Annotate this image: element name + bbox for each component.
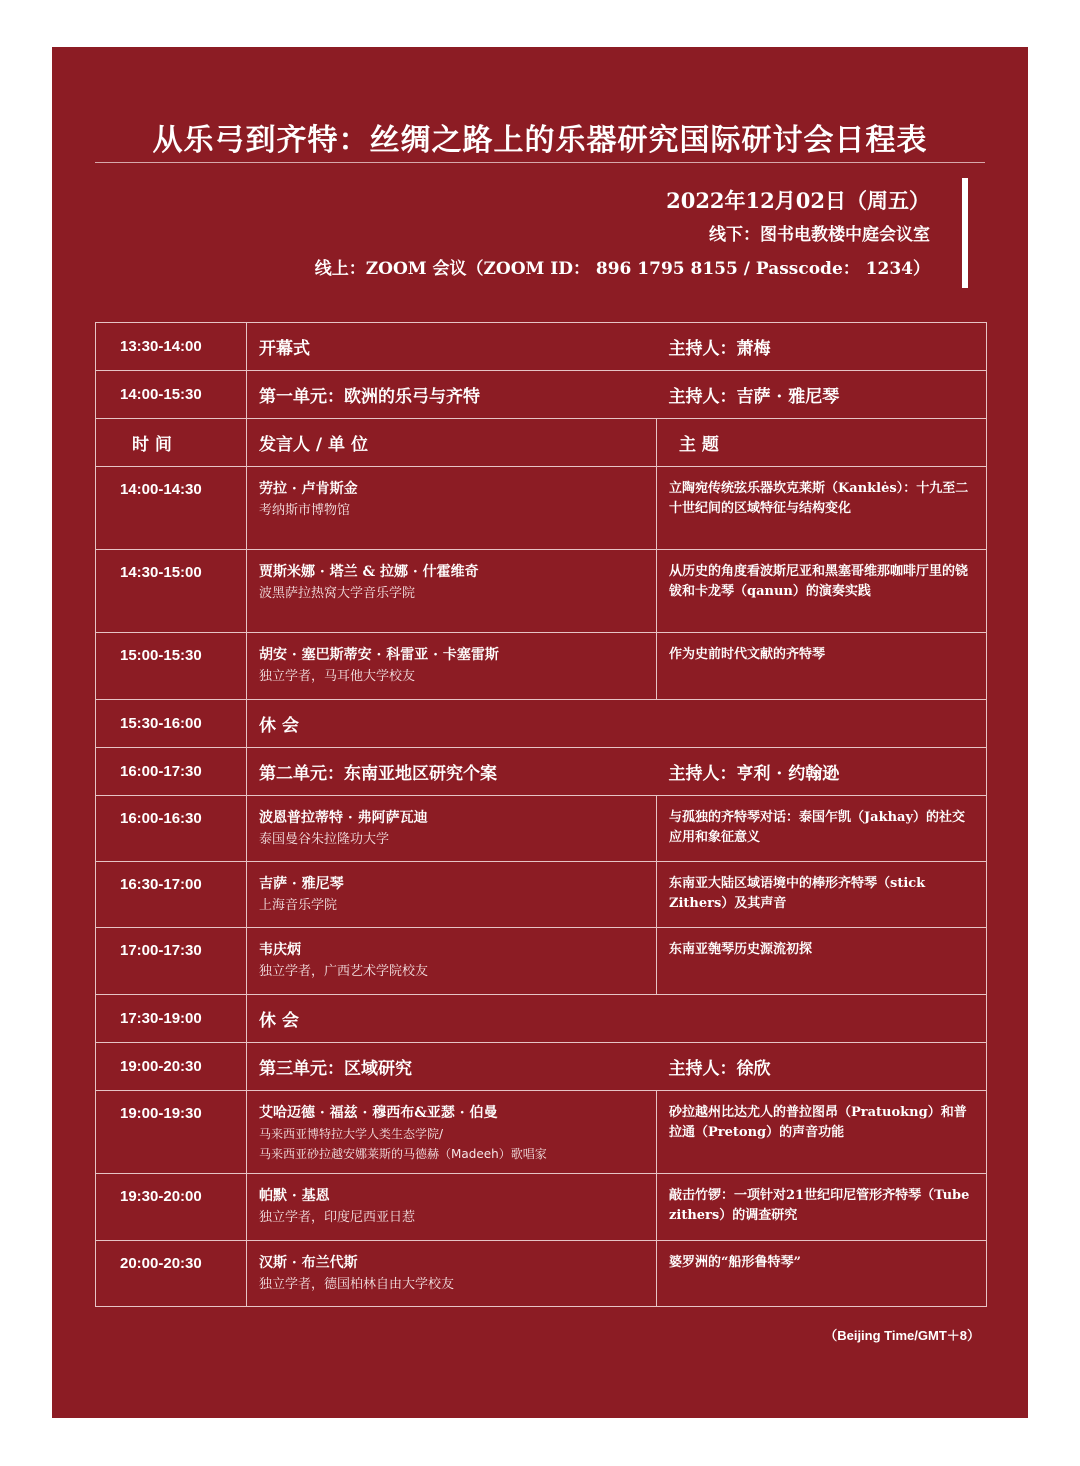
speaker-cell (247, 467, 657, 550)
row-time: 19:00-20:30 (96, 1043, 247, 1091)
speaker-name: 胡安 · 塞巴斯蒂安 · 科雷亚 · 卡塞雷斯 (259, 647, 499, 663)
row-time: 20:00-20:30 (96, 1241, 247, 1307)
table-row (96, 467, 987, 550)
row-time: 13:30-14:00 (96, 323, 247, 371)
talk-topic: 婆罗洲的“船形鲁特琴” (657, 1241, 987, 1307)
table-row (96, 550, 987, 633)
schedule-poster (52, 47, 1028, 1418)
speaker-name: 劳拉 · 卢肯斯金 (259, 481, 358, 497)
table-row (96, 862, 987, 928)
row-label: 开幕式 (247, 323, 657, 371)
row-host: 主持人：亨利 · 约翰逊 (657, 748, 987, 796)
speaker-cell (247, 1091, 657, 1174)
row-time: 14:00-15:30 (96, 371, 247, 419)
speaker-name: 吉萨 · 雅尼琴 (259, 876, 344, 892)
table-header-row (96, 419, 987, 467)
talk-topic: 从历史的角度看波斯尼亚和黑塞哥维那咖啡厅里的铙钹和卡龙琴（qanun）的演奏实践 (657, 550, 987, 633)
row-time: 16:00-17:30 (96, 748, 247, 796)
schedule-table (95, 322, 987, 1307)
header-topic: 主 题 (657, 419, 987, 467)
speaker-affiliation: 波黑萨拉热窝大学音乐学院 (259, 586, 416, 601)
offline-venue: 线下：图书电教楼中庭会议室 (709, 225, 930, 245)
speaker-affiliation: 考纳斯市博物馆 (259, 503, 351, 518)
talk-topic: 东南亚大陆区域语境中的棒形齐特琴（stick Zithers）及其声音 (657, 862, 987, 928)
talk-topic: 与孤独的齐特琴对话：泰国乍凯（Jakhay）的社交应用和象征意义 (657, 796, 987, 862)
speaker-name: 贾斯米娜 · 塔兰 & 拉娜 · 什霍维奇 (259, 564, 479, 580)
table-row (96, 796, 987, 862)
table-row-session-1 (96, 371, 987, 419)
row-host: 主持人：徐欣 (657, 1043, 987, 1091)
page-title: 从乐弓到齐特：丝绸之路上的乐器研究国际研讨会日程表 (152, 123, 928, 158)
row-time: 15:00-15:30 (96, 633, 247, 700)
row-host: 主持人：萧梅 (657, 323, 987, 371)
speaker-name: 波恩普拉蒂特 · 弗阿萨瓦迪 (259, 810, 428, 826)
header-speaker: 发言人 / 单 位 (247, 419, 657, 467)
event-date: 2022年12月02日（周五） (666, 188, 930, 213)
table-row-session-3 (96, 1043, 987, 1091)
row-time: 14:30-15:00 (96, 550, 247, 633)
table-row-break-1 (96, 700, 987, 748)
speaker-affiliation: 独立学者，德国柏林自由大学校友 (259, 1277, 455, 1292)
speaker-affiliation: 上海音乐学院 (259, 898, 338, 913)
speaker-cell (247, 796, 657, 862)
speaker-affiliation: 独立学者，印度尼西亚日惹 (259, 1210, 416, 1225)
speaker-cell (247, 862, 657, 928)
row-label: 第二单元：东南亚地区研究个案 (247, 748, 657, 796)
speaker-affiliation: 马来西亚砂拉越安娜莱斯的马德赫（Madeeh）歌唱家 (259, 1147, 547, 1161)
speaker-cell (247, 928, 657, 995)
table-row-opening (96, 323, 987, 371)
speaker-cell (247, 1174, 657, 1241)
table-row-break-2 (96, 995, 987, 1043)
talk-topic: 砂拉越州比达尤人的普拉图昂（Pratuokng）和普拉通（Pretong）的声音功能 (657, 1091, 987, 1174)
speaker-name: 韦庆炳 (259, 942, 301, 958)
talk-topic: 作为史前时代文献的齐特琴 (657, 633, 987, 700)
row-time: 17:00-17:30 (96, 928, 247, 995)
talk-topic: 东南亚匏琴历史源流初探 (657, 928, 987, 995)
row-host: 主持人：吉萨 · 雅尼琴 (657, 371, 987, 419)
speaker-name: 艾哈迈德 · 福兹 · 穆西布&亚瑟 · 伯曼 (259, 1105, 498, 1121)
speaker-name: 汉斯 · 布兰代斯 (259, 1255, 358, 1271)
online-venue: 线上：ZOOM 会议（ZOOM ID： 896 1795 8155 / Passcode： 1234） (314, 259, 930, 279)
info-accent-bar (962, 178, 968, 288)
speaker-cell (247, 633, 657, 700)
talk-topic: 立陶宛传统弦乐器坎克莱斯（Kanklės）：十九至二十世纪间的区域特征与结构变化 (657, 467, 987, 550)
row-label: 休 会 (247, 995, 987, 1043)
talk-topic: 敲击竹锣：一项针对21世纪印尼管形齐特琴（Tube zithers）的调查研究 (657, 1174, 987, 1241)
speaker-cell (247, 550, 657, 633)
header-time: 时 间 (96, 419, 247, 467)
table-row (96, 928, 987, 995)
row-time: 14:00-14:30 (96, 467, 247, 550)
table-row-session-2 (96, 748, 987, 796)
timezone-note: （Beijing Time/GMT＋8） (824, 1328, 980, 1343)
row-time: 16:00-16:30 (96, 796, 247, 862)
row-time: 16:30-17:00 (96, 862, 247, 928)
table-row (96, 633, 987, 700)
speaker-affiliation: 独立学者，马耳他大学校友 (259, 669, 416, 684)
speaker-affiliation: 马来西亚博特拉大学人类生态学院/ (259, 1127, 444, 1141)
table-row (96, 1174, 987, 1241)
table-row (96, 1241, 987, 1307)
speaker-affiliation: 独立学者，广西艺术学院校友 (259, 964, 429, 979)
row-label: 休 会 (247, 700, 987, 748)
title-divider (95, 162, 985, 163)
row-time: 19:30-20:00 (96, 1174, 247, 1241)
table-row (96, 1091, 987, 1174)
row-label: 第一单元：欧洲的乐弓与齐特 (247, 371, 657, 419)
row-time: 17:30-19:00 (96, 995, 247, 1043)
event-info (315, 184, 930, 286)
speaker-name: 帕默 · 基恩 (259, 1188, 330, 1204)
row-time: 15:30-16:00 (96, 700, 247, 748)
speaker-affiliation: 泰国曼谷朱拉隆功大学 (259, 832, 390, 847)
speaker-cell (247, 1241, 657, 1307)
row-label: 第三单元：区域研究 (247, 1043, 657, 1091)
row-time: 19:00-19:30 (96, 1091, 247, 1174)
